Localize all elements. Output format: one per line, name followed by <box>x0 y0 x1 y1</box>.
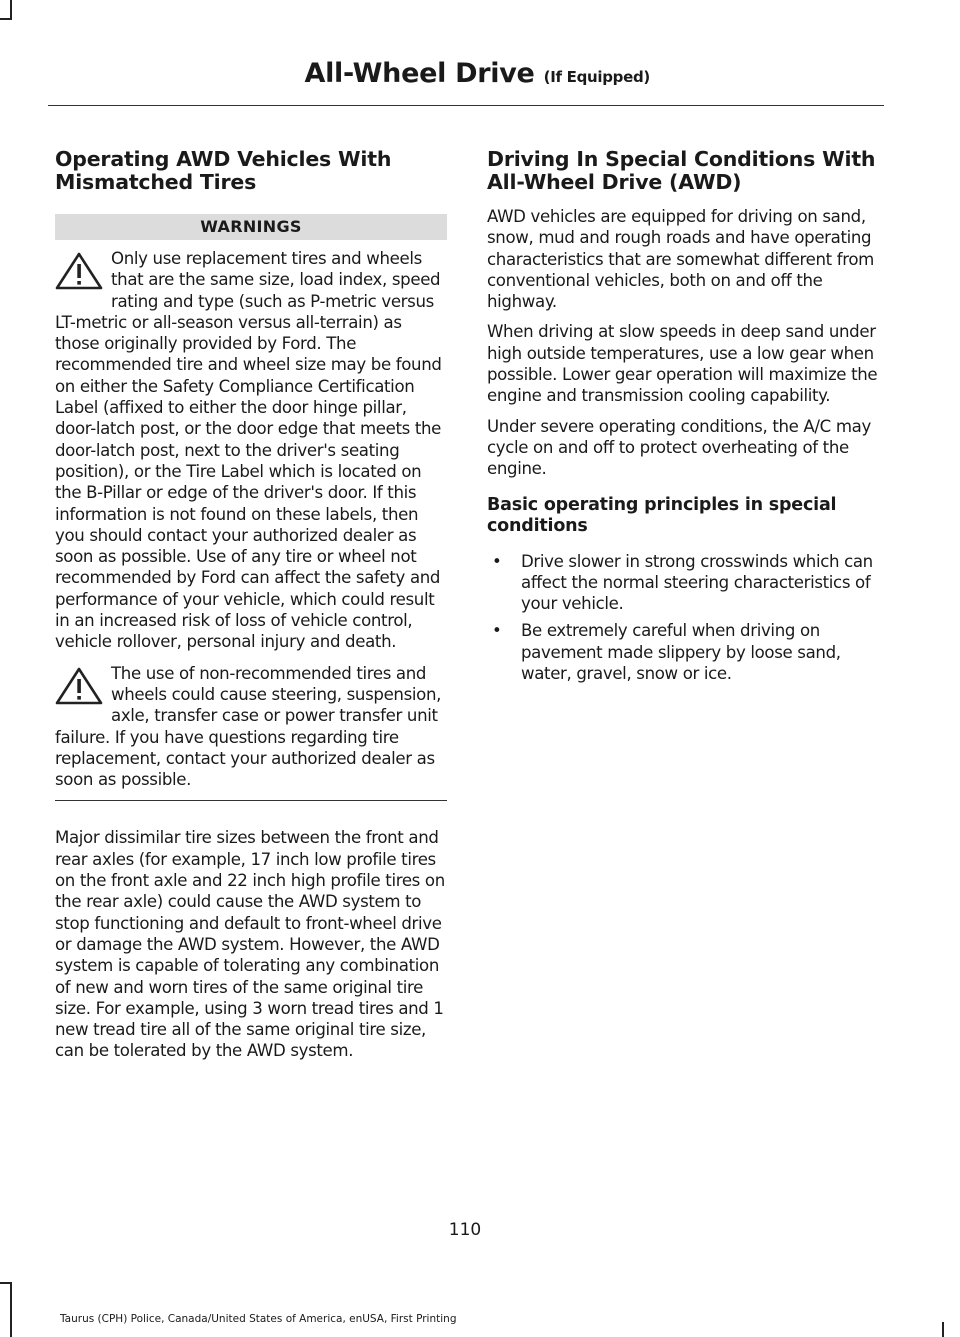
warning-text: Only use replacement tires and wheels that are the same size, load index, speed rating and type (such as P-metric versus LT-metric or all-season versus all-terrain) as those originally provided by Ford. The recommended tire and wheel size may be found on either the Safety Compliance Certification Label (affixed to either the door hinge pillar, door-latch post, or the door edge that meets the door-latch post, next to the driver's seating position), or the Tire Label which is located on the B-Pillar or edge of the driver's door. If this information is not found on these labels, then you should contact your authorized dealer as soon as possible. Use of any tire or wheel not recommended by Ford can affect the safety and performance of your vehicle, which could result in an increased risk of loss of vehicle control, vehicle rollover, personal injury and death. <box>55 249 442 652</box>
body-paragraph: Major dissimilar tire sizes between the front and rear axles (for example, 17 inch low profile tires on the front axle and 22 inch high profile tires on the rear axle) could cause the AWD system to stop functioning and default to front-wheel drive or damage the AWD system. However, the AWD system is capable of tolerating any combination of new and worn tires of the same original tire size. For example, using 3 worn tread tires and 1 new tread tire all of the same original tire size, can be tolerated by the AWD system. <box>55 828 445 1061</box>
subheading: Basic operating principles in special conditions <box>487 494 837 536</box>
crop-mark <box>942 1322 944 1337</box>
warning-block <box>55 248 447 653</box>
crop-mark <box>10 1282 12 1337</box>
list-item-text: Drive slower in strong crosswinds which can affect the normal steering characteristics of your vehicle. <box>521 551 873 614</box>
page-header <box>304 58 650 89</box>
left-column <box>55 148 447 1062</box>
section-heading: Operating AWD Vehicles With Mismatched Tires <box>55 147 392 194</box>
list-item <box>487 551 881 615</box>
warnings-title: WARNINGS <box>55 214 447 240</box>
warning-triangle-icon <box>55 666 111 718</box>
body-paragraph: When driving at slow speeds in deep sand under high outside temperatures, use a low gear when possible. Lower gear operation will maximize the engine and transmission cooling capability. <box>487 322 878 406</box>
list-item <box>487 620 881 684</box>
right-column <box>487 148 881 690</box>
warning-text: The use of non-recommended tires and wheels could cause steering, suspension, axle, transfer case or power transfer unit failure. If you have questions regarding tire replacement, contact your authorized dealer as soon as possible. <box>55 663 442 790</box>
bullet-glyph: • <box>492 551 502 571</box>
bullet-list <box>487 551 881 685</box>
crop-mark <box>0 1282 12 1284</box>
section-heading: Driving In Special Conditions With All-Wheel Drive (AWD) <box>487 147 876 194</box>
body-paragraph: AWD vehicles are equipped for driving on sand, snow, mud and rough roads and have operating characteristics that are somewhat different from conventional vehicles, both on and off the highway. <box>487 207 874 312</box>
bullet-glyph: • <box>492 621 502 641</box>
warnings-end-rule <box>55 800 447 801</box>
header-title: All-Wheel Drive <box>304 58 535 89</box>
header-subtitle: (If Equipped) <box>543 68 650 86</box>
footer-text: Taurus (CPH) Police, Canada/United States of America, enUSA, First Printing <box>60 1313 457 1325</box>
warning-block <box>55 663 447 791</box>
warning-triangle-icon <box>55 251 111 303</box>
header-rule <box>48 105 884 106</box>
list-item-text: Be extremely careful when driving on pavement made slippery by loose sand, water, gravel, snow or ice. <box>521 621 841 684</box>
crop-mark <box>10 0 12 20</box>
body-paragraph: Under severe operating conditions, the A/C may cycle on and off to protect overheating of the engine. <box>487 416 871 479</box>
crop-mark <box>0 18 12 20</box>
page-number: 110 <box>448 1220 482 1240</box>
